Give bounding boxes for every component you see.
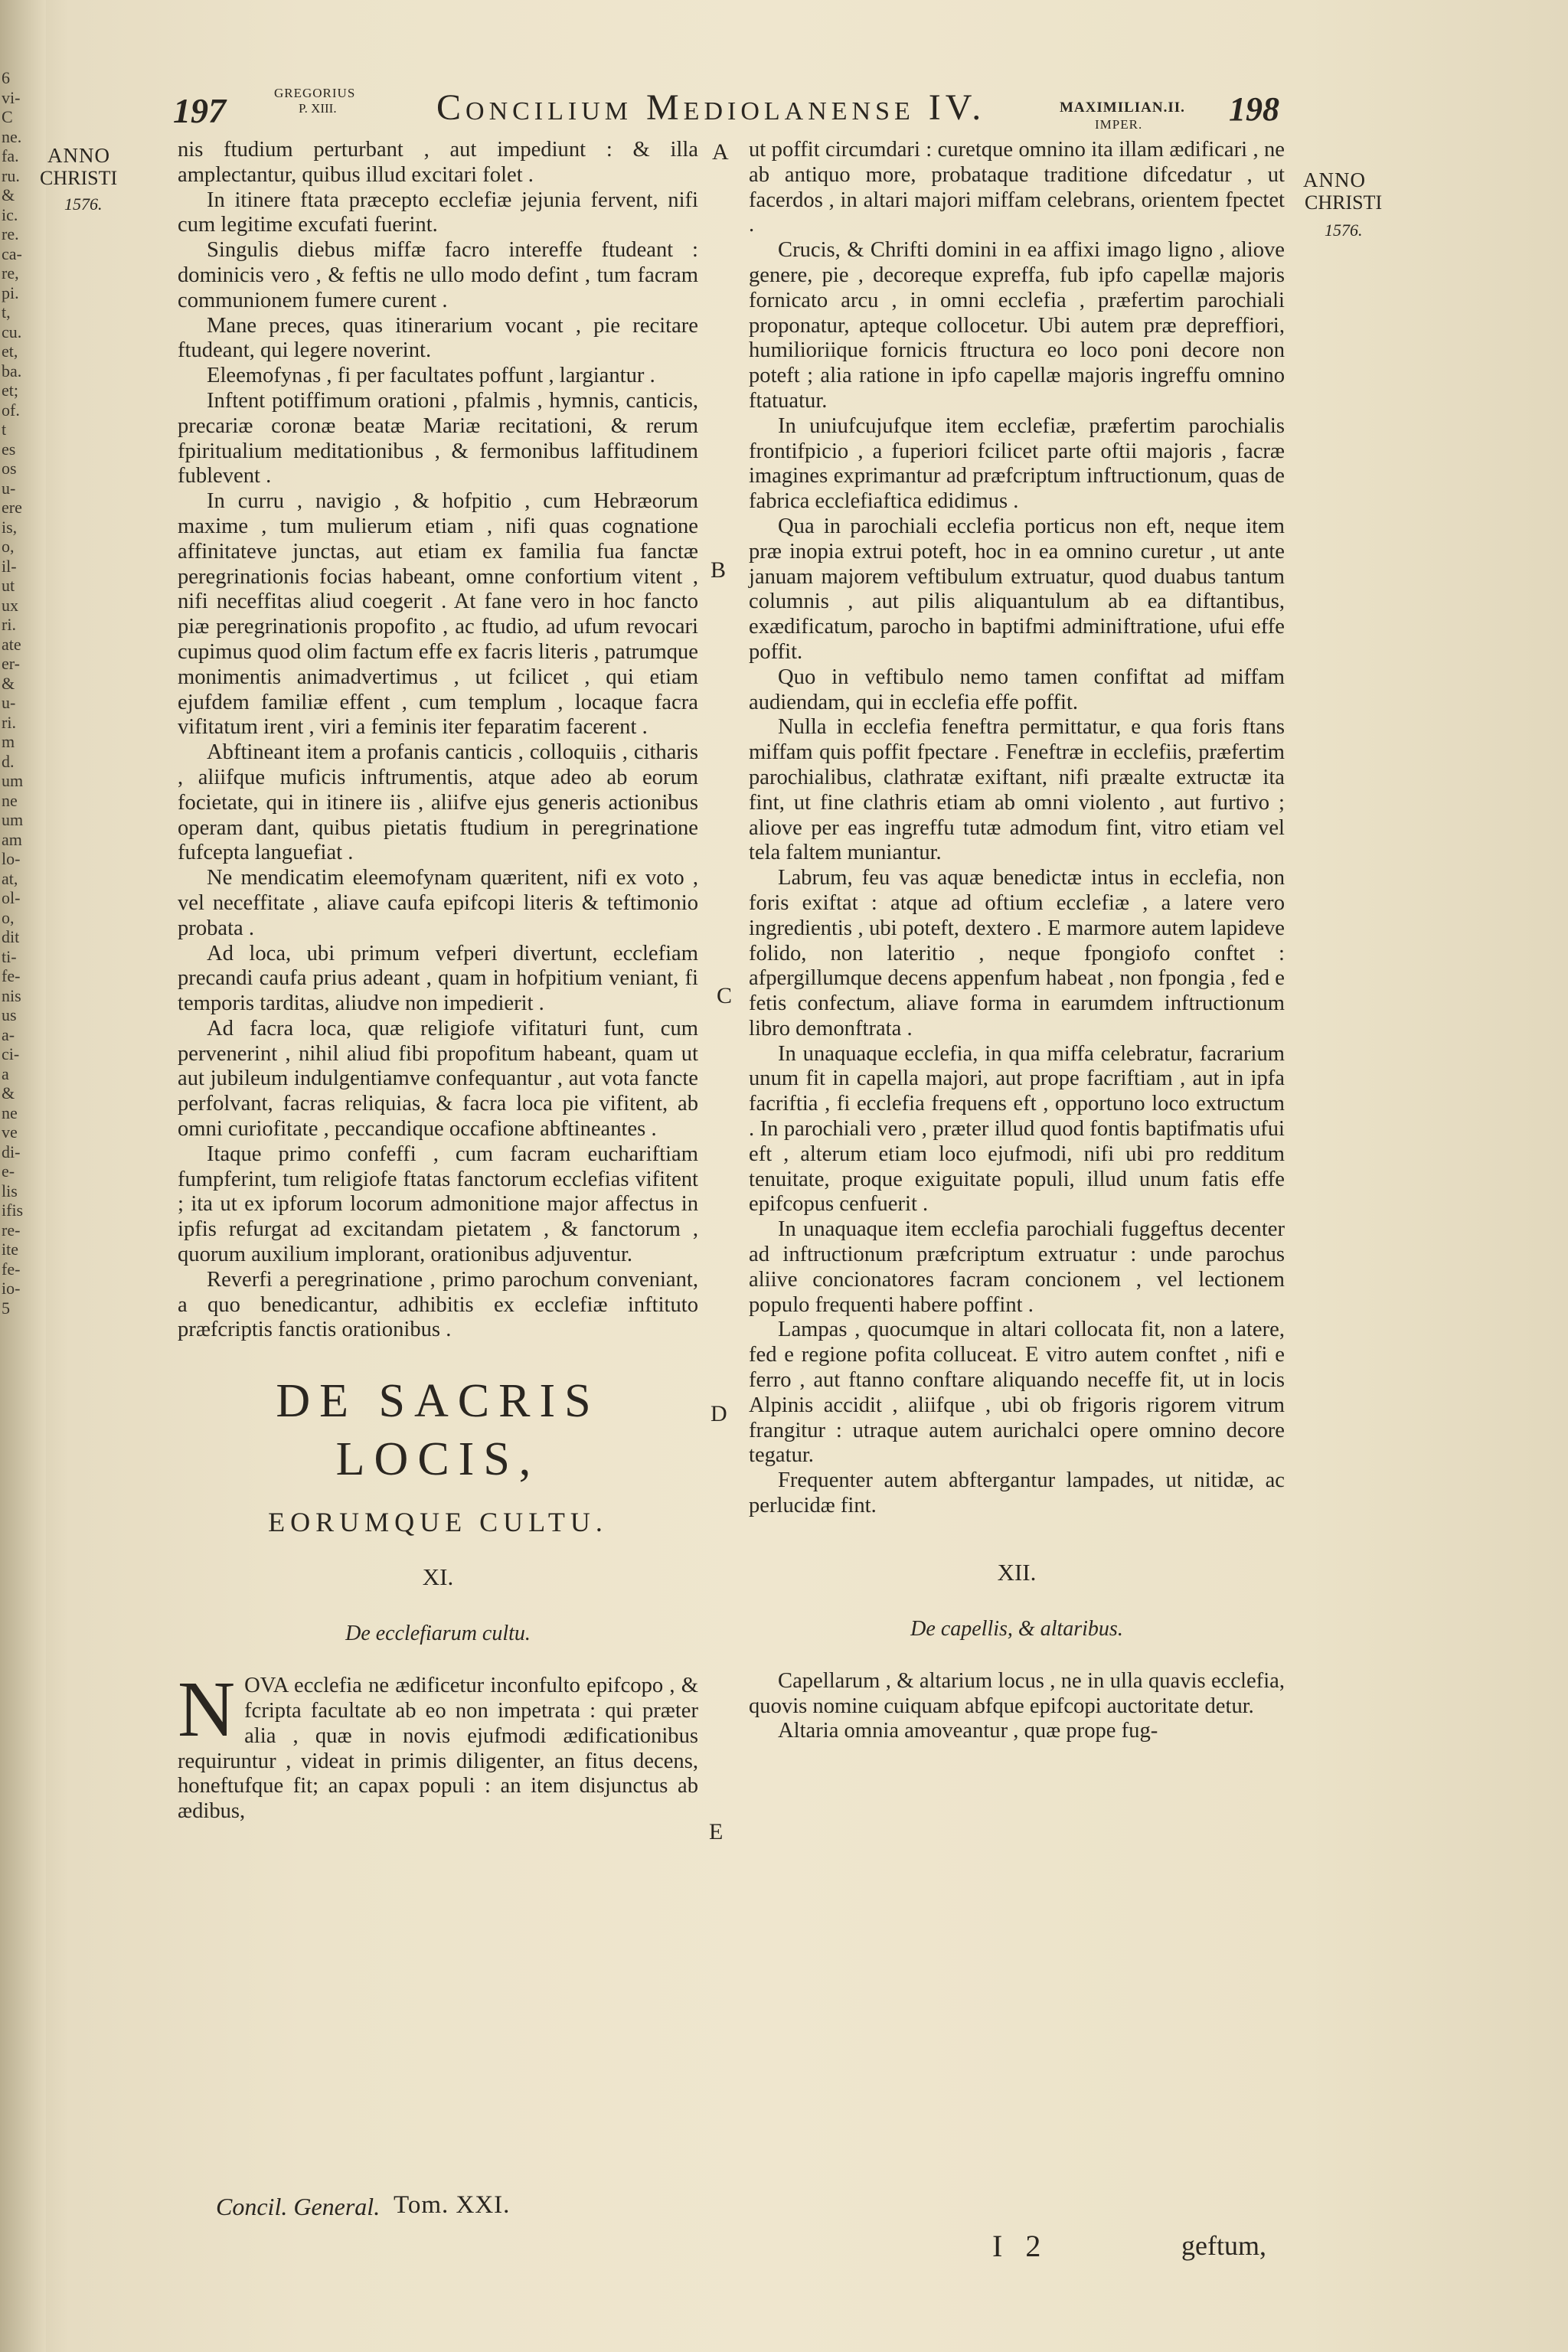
paragraph: Ad facra loca, quæ religiofe vifitaturi funt, cum pervenerint , nihil aliud fibi propofitum habeant, quam ut aut jubileum indulgentiamve confequantur , aut vota fancte perfolvant, facras reliquias, & facra loca pie vifitent, ab omni curiofitate , peccandique occafione abftineantes . — [178, 1016, 698, 1142]
margin-letter-a: A — [712, 139, 729, 165]
year-label: 1576. — [64, 194, 103, 214]
chapter-opening — [178, 1665, 698, 1824]
pope-title: P. XIII. — [299, 101, 337, 116]
paragraph: Ne mendicatim eleemofynam quæritent, nifi ex voto , vel neceffitate , aliave caufa epifcopi literis & teftimonio probata . — [178, 866, 698, 940]
binding-fragment: ne — [2, 1102, 18, 1122]
christi-label: CHRISTI — [40, 167, 118, 189]
running-title: Concilium Mediolanense IV. — [436, 87, 986, 128]
paragraph: nis ftudium perturbant , aut impediunt : & illa amplectantur, quibus illud excitari folet . — [178, 138, 698, 187]
binding-fragment: o, — [2, 907, 15, 927]
running-header — [0, 0, 1568, 145]
binding-fragment: ru. — [2, 165, 20, 185]
binding-fragment: t — [2, 420, 7, 439]
binding-fragment: 6 — [2, 69, 10, 87]
binding-fragment: ba. — [2, 361, 22, 381]
binding-fragment: fa. — [2, 146, 19, 165]
binding-fragment: re. — [2, 224, 19, 243]
binding-fragment: ca- — [2, 243, 22, 263]
printer-signature: Concil. General. — [216, 2193, 381, 2220]
binding-fragment: re, — [2, 263, 19, 283]
paragraph: Crucis, & Chrifti domini in ea affixi imago ligno , aliove genere, pie , decoreque expreffa, fub ipfo capellæ majoris fornicato arcu , in omni ecclefia , præfertim parochiali proponatur, apteque collocetur. Ubi autem præ depreffiori, humilioriique fornicis ftructura eo loco poni decore non poteft ; alia ratione in ipfo capellæ majoris ingreffu omnino ftatuatur. — [749, 238, 1285, 413]
binding-fragment: ic. — [2, 204, 18, 224]
emperor-name: MAXIMILIAN.II. — [1060, 100, 1185, 116]
margin-letter-c: C — [717, 983, 733, 1008]
binding-fragment: of. — [2, 400, 20, 420]
chapter-number: XI. — [422, 1563, 454, 1591]
paragraph: OVA ecclefia ne ædificetur inconfulto epifcopo , & fcripta facultate ab eo non impetrata : qui præter alia , quæ in novis ejufmodi ædificationibus requiruntur , videat in primis diligenter, an fitus decens, honeftufque fit; an capax populi : an item disjunctus ab ædibus, — [178, 1674, 698, 1824]
binding-fragment: um — [2, 810, 24, 829]
binding-fragment: os — [2, 459, 17, 478]
binding-fragment: um — [2, 771, 24, 790]
binding-fragment: nis — [2, 985, 21, 1005]
paragraph: Ad loca, ubi primum vefperi divertunt, ecclefiam precandi caufa prius adeant , quam in hofpitium veniant, fi temporis tarditas, aliudve non impedierit . — [178, 941, 698, 1016]
paragraph: Mane preces, quas itinerarium vocant , pie recitare ftudeant, qui legere noverint. — [178, 313, 698, 363]
binding-fragment: C — [2, 107, 13, 126]
binding-fragment: ite — [2, 1240, 18, 1259]
paragraph: Eleemofynas , fi per facultates poffunt , largiantur . — [207, 364, 655, 388]
binding-fragment: m — [2, 732, 15, 751]
paragraph: Singulis diebus miffæ facro intereffe ftudeant : dominicis vero , & feftis ne ullo modo defint , tum facram communionem fumere curent . — [178, 238, 698, 312]
binding-fragment: ate — [2, 634, 21, 654]
binding-fragment: ne — [2, 790, 18, 810]
binding-fragment: ti- — [2, 946, 17, 966]
binding-fragment: lis — [2, 1181, 18, 1200]
binding-fragment: ol- — [2, 888, 21, 907]
paragraph: In unaquaque ecclefia, in qua miffa celebratur, facrarium unum fit in capella majori, aut prope facriftiam , aut in ipfa facriftia , fi ecclefia frequens eft , opportuno loco extructum . In parochiali vero , præter illud quod fontis baptifmatis ufui eft , alterum etiam loco ejufmodi, nifi ubi pro redditum tenuitate, proque exiguitate populi, illud unum fatis effe epifcopus cenfuerit . — [749, 1041, 1285, 1217]
paragraph: In itinere ftata præcepto ecclefiæ jejunia fervent, nifi cum legitime excufati fuerint. — [178, 188, 698, 237]
binding-fragment: pi. — [2, 283, 19, 302]
margin-letter-b: B — [710, 557, 727, 583]
binding-fragment: il- — [2, 556, 17, 576]
paragraph: In unaquaque item ecclefia parochiali fuggeftus decenter ad inftructionum præfcriptum extruatur : unde parochus aliive concionatores facram concionem , vel lectionem populo frequenti habere poffint . — [749, 1217, 1285, 1317]
anno-label: ANNO — [47, 144, 110, 167]
binding-fragment: re- — [2, 1220, 21, 1240]
paragraph: Lampas , quocumque in altari collocata fit, non a latere, fed e regione pofita colluceat. E vitro autem conftet , nifi e ferro , aut ftanno conftare aliquando neceffe fit, ut in locis Alpinis accidit , aliifque , ubi ob frigoris rigorem vitrum frangitur : utraque autem aurichalci opere omnino decore tegatur. — [749, 1318, 1285, 1468]
binding-fragment: ux — [2, 595, 18, 615]
binding-fragment: cu. — [2, 322, 22, 341]
chapter-number: XII. — [997, 1558, 1037, 1586]
gathering-signature: I 2 — [992, 2229, 1049, 2263]
binding-fragment: ci- — [2, 1044, 20, 1063]
pope-name: GREGORIUS — [274, 86, 356, 100]
binding-fragment: di- — [2, 1142, 21, 1161]
paragraph: ut poffit circumdari : curetque omnino ita illam ædificari , ne ab antiquo more, probataque traditione difcedatur , ut facerdos , in altari majori miffam celebrans, orientem fpectet . — [749, 138, 1285, 237]
binding-fragment: am — [2, 829, 22, 849]
emperor-title: IMPER. — [1095, 117, 1143, 132]
catchword: geftum, — [1181, 2230, 1266, 2261]
binding-fragment: et, — [2, 341, 18, 361]
binding-fragment: & — [2, 1083, 15, 1102]
binding-fragment: at, — [2, 868, 18, 888]
page-number-left: 197 — [173, 91, 226, 130]
binding-fragment: & — [2, 185, 15, 204]
binding-fragment: a- — [2, 1024, 15, 1044]
paragraph: Labrum, feu vas aquæ benedictæ intus in ecclefia, non foris exiftat : atque ad oftium ecclefiæ , a latere vero ingredientis , ubi poteft, dextero . E marmore autem lapideve folido, non lateritio , neque fpongiofo conftet : afpergillumque decens appenfum habeat , non fpongia , fed e fetis confectum, aliave forma in earumdem inftructionum libro demonftrata . — [749, 866, 1285, 1040]
binding-fragment: es — [2, 439, 16, 459]
page-number-right: 198 — [1229, 90, 1279, 128]
binding-fragment: vi- — [2, 87, 21, 107]
binding-fragment: u- — [2, 693, 16, 712]
paragraph: In uniufcujufque item ecclefiæ, præfertim parochialis frontifpicio , a fuperiori fcilicet parte oftii majoris , facræ imagines exprimantur ad præfcriptum inftructionum, quas de fabrica ecclefiaftica edidimus . — [749, 413, 1285, 514]
anno-label: ANNO — [1303, 168, 1366, 191]
paragraph: Qua in parochiali ecclefia porticus non eft, neque item præ inopia extrui poteft, hoc in ea omnino curetur , ut ante januam majorem veftibulum extruatur, quod duabus tantum columnis , aut pilis aliquantulum ab ea diftantibus, exædificatum, parocho in baptifmi adminiftratione, ufui effe poffit. — [749, 514, 1285, 664]
chapter-heading: De ecclefiarum cultu. — [345, 1622, 531, 1646]
binding-fragment: t, — [2, 302, 11, 322]
binding-fragment: o, — [2, 537, 15, 556]
binding-fragment: is, — [2, 517, 18, 537]
paragraph: Reverfi a peregrinatione , primo parochum conveniant, a quo benedicantur, adhibitis ex ecclefiæ inftituto præfcriptis fanctis orationibus . — [178, 1267, 698, 1342]
binding-fragment: ut — [2, 576, 15, 595]
binding-fragment: e- — [2, 1161, 15, 1181]
binding-fragment: et; — [2, 381, 18, 400]
paragraph: Altaria omnia amoveantur , quæ prope fug- — [778, 1719, 1158, 1743]
margin-letter-d: D — [710, 1401, 727, 1426]
paragraph: In curru , navigio , & hofpitio , cum Hebræorum maxime , tum mulierum etiam , nifi quas cognatione affinitateve junctas, aut etiam ex familia fua fanctæ peregrinationis focias habeant, omne confortium vitent , nifi neceffitas aliud coegerit . At fane vero in hoc fancto piæ peregrinationis propofito , ac ftudio, ad ufum revocari cupimus quod olim factum effe ex facris literis , patrumque monimentis animadvertimus , ut fcilicet , qui etiam ejufdem familiæ effent , cum templum , locaque facra vifitatum irent , viri a feminis iter feparatim facerent . — [178, 489, 698, 740]
binding-fragment: us — [2, 1005, 17, 1024]
paragraph: Abftineant item a profanis canticis , colloquiis , citharis , aliifque muficis inftrumentis, atque adeo ab eorum focietate, qui in itinere iis , aliifve ejus generis actionibus operam dant, quibus pietatis ftudium in peregrinatione fufcepta languefiat . — [178, 740, 698, 865]
binding-fragment: ifis — [2, 1200, 24, 1220]
binding-fragment: & — [2, 673, 15, 693]
binding-fragment: d. — [2, 751, 15, 771]
binding-margin-fragments — [2, 69, 44, 2335]
paragraph: Frequenter autem abftergantur lampades, ut nitidæ, ac perlucidæ fint. — [749, 1468, 1285, 1518]
paragraph: Itaque primo confeffi , cum facram euchariftiam fumpferint, tum religiofe ftatas fanctorum ecclefias vifitent ; ita ut ex ipforum locorum admonitione major affectus in ipfis refurgat ad excitandam pietatem , & fanctorum , quorum auxilium implorant, orationibus adjuventur. — [178, 1142, 698, 1267]
binding-fragment: 5 — [2, 1298, 10, 1318]
section-title: DE SACRIS LOCIS, — [276, 1375, 600, 1486]
right-column — [749, 138, 1285, 1744]
binding-fragment: ne. — [2, 126, 22, 146]
paragraph: Nulla in ecclefia feneftra permittatur, e qua foris ftans miffam quis poffit fpectare . Feneftræ in ecclefiis, præfertim parochialibus, clathratæ exiftant, nifi præalte extructæ ita fint, ut fine clathris etiam ab omni violento , aut furtivo ; aliove per eas ingreffu tutæ admodum fint, vitro etiam vel tela faltem muniantur. — [749, 715, 1285, 865]
binding-fragment: ri. — [2, 712, 16, 732]
paragraph: Capellarum , & altarium locus , ne in ulla quavis ecclefia, quovis nomine cuiquam abfque epifcopi auctoritate detur. — [749, 1668, 1285, 1718]
binding-fragment: er- — [2, 654, 20, 673]
left-column — [178, 138, 698, 1824]
tome-label: Tom. XXI. — [394, 2191, 511, 2219]
binding-fragment: fe- — [2, 966, 21, 985]
chapter-heading: De capellis, & altaribus. — [910, 1616, 1123, 1641]
binding-fragment: io- — [2, 1279, 21, 1298]
binding-fragment: dit — [2, 927, 20, 946]
binding-fragment: ve — [2, 1122, 18, 1142]
binding-fragment: a — [2, 1063, 9, 1083]
paragraph: Inftent potiffimum orationi , pfalmis , hymnis, canticis, precariæ coronæ beatæ Mariæ recitationi, & rerum fpiritualium meditationibus , & fermonibus laffitudinem fublevent . — [178, 388, 698, 488]
drop-cap: N — [178, 1665, 236, 1754]
section-subtitle: EORUMQUE CULTU. — [268, 1507, 608, 1538]
binding-fragment: u- — [2, 478, 16, 498]
margin-letter-e: E — [709, 1819, 724, 1844]
binding-fragment: ere — [2, 498, 22, 517]
year-label: 1576. — [1325, 220, 1363, 240]
binding-fragment: fe- — [2, 1259, 21, 1279]
binding-fragment: lo- — [2, 849, 21, 868]
binding-fragment: ri. — [2, 615, 16, 634]
christi-label: CHRISTI — [1305, 191, 1383, 214]
paragraph: Quo in veftibulo nemo tamen confiftat ad miffam audiendam, qui in ecclefia effe poffit. — [749, 665, 1285, 714]
